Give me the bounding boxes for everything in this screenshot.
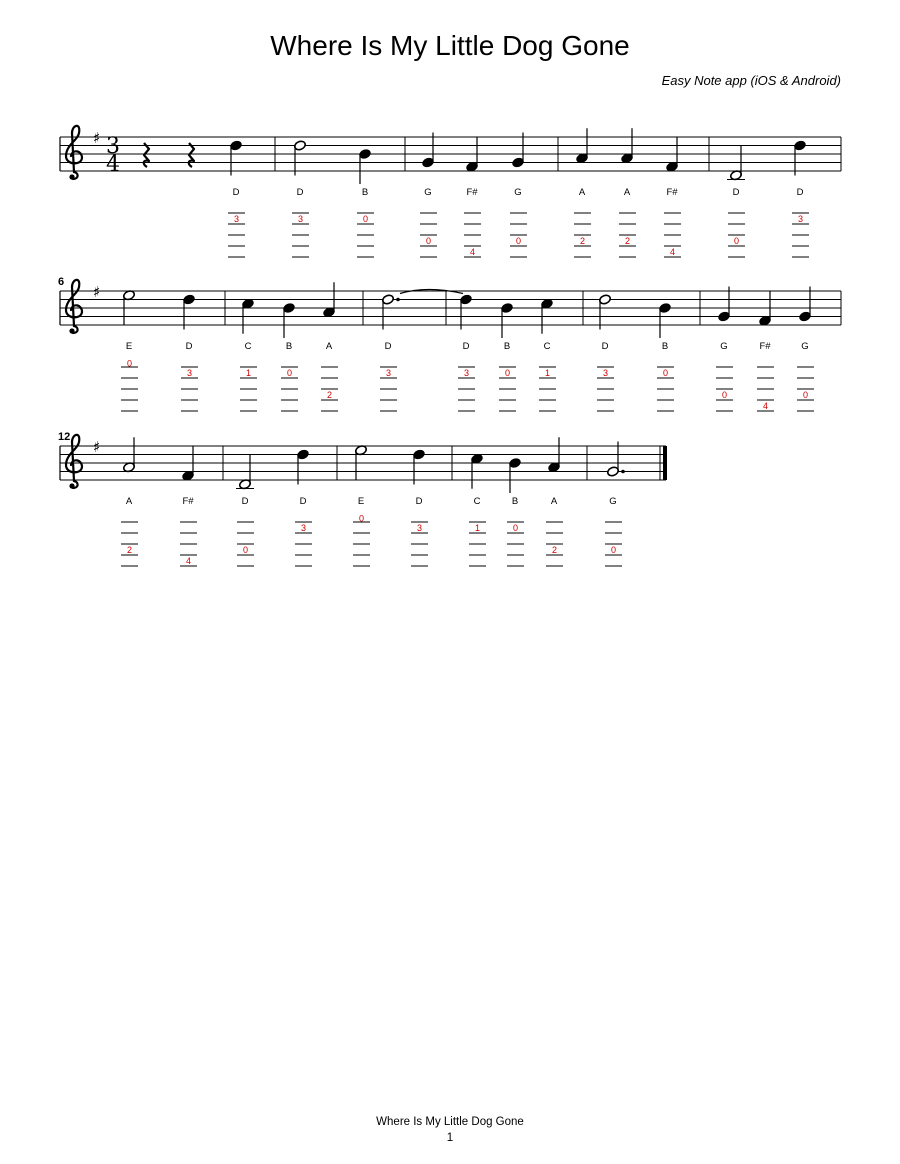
fret-number: 1 [544, 368, 551, 378]
note [607, 442, 625, 478]
note-name-label: G [514, 187, 522, 198]
tab-diagram [728, 213, 745, 257]
note [382, 294, 400, 330]
fret-number: 0 [126, 358, 133, 369]
tab-diagram [716, 367, 733, 411]
note-name-label: D [796, 187, 804, 198]
measure-number: 12 [58, 431, 71, 443]
tab-diagram [757, 367, 774, 411]
fret-number: 0 [512, 523, 519, 533]
tab-diagram [121, 522, 138, 566]
note-name-label: D [296, 187, 304, 198]
tab-diagram [380, 367, 397, 411]
clef-dot [69, 328, 74, 333]
fret-number: 3 [463, 368, 470, 378]
note [359, 148, 372, 184]
fret-number: 4 [762, 401, 769, 411]
note-name-label: B [511, 496, 519, 507]
time-signature-top: 3 [106, 134, 120, 159]
note [422, 133, 435, 169]
tab-diagram [281, 367, 298, 411]
final-bar-thick [663, 446, 667, 480]
note-name-label: E [125, 341, 133, 352]
tab-diagram [357, 213, 374, 257]
tab-diagram [574, 213, 591, 257]
note [759, 291, 772, 327]
key-signature-sharp-icon: ♯ [93, 438, 101, 456]
note [501, 302, 514, 338]
measure-number: 6 [58, 276, 65, 288]
note [794, 140, 807, 176]
quarter-rest-icon [189, 143, 194, 167]
note [242, 298, 255, 334]
page-number: 1 [446, 1132, 454, 1144]
tab-diagram [228, 213, 245, 257]
note-name-label: B [503, 341, 511, 352]
note-name-label: G [801, 341, 809, 352]
fret-number: 4 [185, 556, 192, 566]
tab-diagram [510, 213, 527, 257]
tab-diagram [321, 367, 338, 411]
note-name-label: D [601, 341, 609, 352]
fret-number: 2 [326, 390, 333, 400]
note-name-label: A [125, 496, 133, 507]
fret-number: 3 [416, 523, 423, 533]
fret-number: 3 [602, 368, 609, 378]
tab-diagram [469, 522, 486, 566]
note-name-label: C [543, 341, 551, 352]
note-name-label: G [609, 496, 617, 507]
fret-number: 0 [515, 236, 522, 246]
note-name-label: F# [759, 341, 771, 352]
tab-diagram [464, 213, 481, 257]
treble-clef-icon [66, 126, 82, 180]
fret-number: 0 [610, 545, 617, 555]
note [541, 298, 554, 334]
tab-diagram [121, 359, 138, 412]
note-name-label: D [732, 187, 740, 198]
note [512, 133, 525, 169]
key-signature-sharp-icon: ♯ [93, 129, 101, 147]
fret-number: 0 [504, 368, 511, 378]
note-name-label: A [623, 187, 631, 198]
clef-dot [69, 483, 74, 488]
tab-diagram [664, 213, 681, 257]
note-name-label: G [424, 187, 432, 198]
note [460, 294, 473, 330]
tab-diagram [605, 522, 622, 566]
app-credit: Easy Note app (iOS & Android) [661, 73, 841, 88]
note [509, 457, 522, 493]
tab-diagram [240, 367, 257, 411]
fret-number: 0 [362, 214, 369, 224]
fret-number: 0 [358, 513, 365, 524]
note-name-label: F# [182, 496, 194, 507]
note [471, 453, 484, 489]
note-name-label: A [325, 341, 333, 352]
note [294, 140, 307, 176]
tab-diagram [295, 522, 312, 566]
note [799, 287, 812, 323]
note-name-label: F# [666, 187, 678, 198]
note [599, 294, 612, 330]
fret-number: 2 [126, 545, 133, 555]
tab-diagram [539, 367, 556, 411]
tab-diagram [181, 367, 198, 411]
note [466, 137, 479, 173]
tab-diagram [292, 213, 309, 257]
note [659, 302, 672, 338]
note-name-label: B [285, 341, 293, 352]
footer-title: Where Is My Little Dog Gone [376, 1116, 524, 1128]
note-name-label: A [550, 496, 558, 507]
tab-diagram [499, 367, 516, 411]
tab-diagram [237, 522, 254, 566]
fret-number: 3 [300, 523, 307, 533]
fret-number: 1 [245, 368, 252, 378]
fret-number: 4 [469, 247, 476, 257]
note-name-label: D [384, 341, 392, 352]
fret-number: 3 [186, 368, 193, 378]
note [355, 445, 368, 481]
tab-diagram [546, 522, 563, 566]
fret-number: 3 [385, 368, 392, 378]
tab-diagram [657, 367, 674, 411]
note-name-label: D [462, 341, 470, 352]
fret-number: 2 [551, 545, 558, 555]
tab-diagram [797, 367, 814, 411]
tab-diagram [411, 522, 428, 566]
tab-diagram [792, 213, 809, 257]
note [718, 287, 731, 323]
note [123, 437, 136, 473]
note-name-label: A [578, 187, 586, 198]
note-name-label: G [720, 341, 728, 352]
note-name-label: D [241, 496, 249, 507]
tab-diagram [507, 522, 524, 566]
tab-diagram [458, 367, 475, 411]
fret-number: 3 [233, 214, 240, 224]
fret-number: 3 [297, 214, 304, 224]
tab-diagram [597, 367, 614, 411]
note [666, 137, 679, 173]
fret-number: 2 [624, 236, 631, 246]
note [297, 449, 310, 485]
note-name-label: B [361, 187, 369, 198]
fret-number: 0 [733, 236, 740, 246]
note-name-label: D [232, 187, 240, 198]
note [323, 282, 336, 318]
key-signature-sharp-icon: ♯ [93, 283, 101, 301]
staff-system [58, 276, 841, 411]
staff-system [60, 128, 841, 257]
note-name-label: F# [466, 187, 478, 198]
augmentation-dot [396, 298, 400, 302]
note-name-label: D [185, 341, 193, 352]
augmentation-dot [621, 470, 625, 474]
time-signature-bottom: 4 [106, 152, 120, 177]
note-name-label: D [299, 496, 307, 507]
tab-diagram [180, 522, 197, 566]
note-name-label: E [357, 496, 365, 507]
song-title: Where Is My Little Dog Gone [270, 30, 630, 61]
clef-dot [69, 174, 74, 179]
tab-diagram [420, 213, 437, 257]
fret-number: 0 [721, 390, 728, 400]
note [548, 437, 561, 473]
treble-clef-icon [66, 280, 82, 334]
note [236, 454, 254, 490]
note [413, 449, 426, 485]
note [621, 128, 634, 164]
note [183, 294, 196, 330]
note [283, 302, 296, 338]
tab-diagram [619, 213, 636, 257]
fret-number: 3 [797, 214, 804, 224]
fret-number: 1 [474, 523, 481, 533]
note [182, 446, 195, 482]
fret-number: 0 [662, 368, 669, 378]
note [123, 290, 136, 326]
fret-number: 0 [802, 390, 809, 400]
note-name-label: B [661, 341, 669, 352]
fret-number: 0 [425, 236, 432, 246]
note [576, 128, 589, 164]
note-name-label: C [473, 496, 481, 507]
fret-number: 4 [669, 247, 676, 257]
note-name-label: D [415, 496, 423, 507]
fret-number: 2 [579, 236, 586, 246]
fret-number: 0 [286, 368, 293, 378]
tab-diagram [353, 514, 370, 567]
staff-system [58, 431, 667, 566]
quarter-rest-icon [144, 143, 149, 167]
note-name-label: C [244, 341, 252, 352]
note [230, 140, 243, 176]
fret-number: 0 [242, 545, 249, 555]
note [727, 145, 745, 181]
